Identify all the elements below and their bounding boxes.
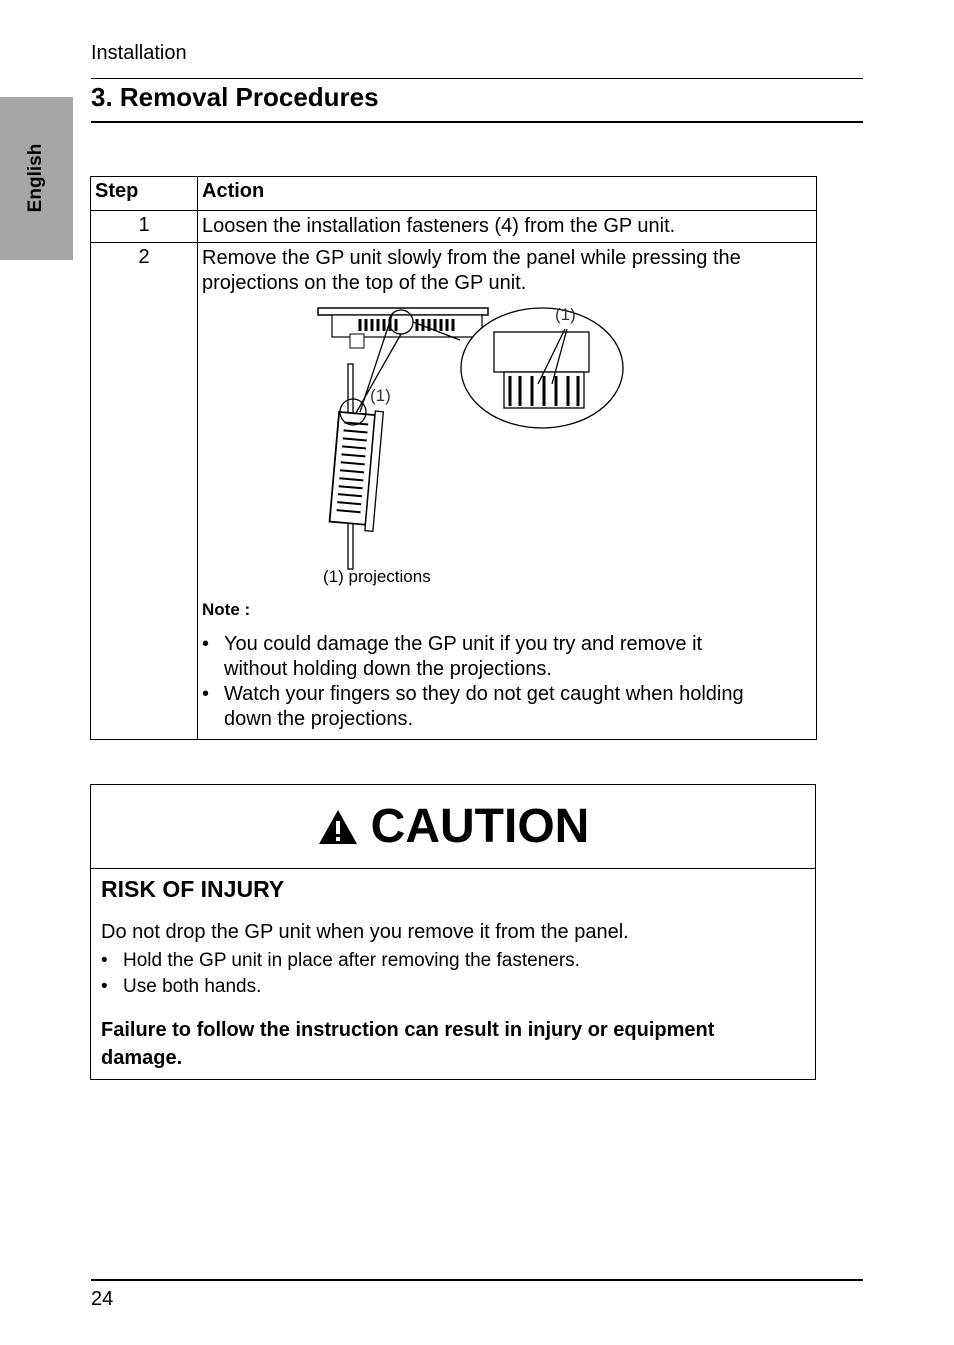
action-line: Loosen the installation fasteners (4) from the GP unit. xyxy=(202,215,676,237)
caution-text: Do not drop the GP unit when you remove it from the panel. xyxy=(101,921,629,943)
failure-line: Failure to follow the instruction can result in injury or equipment xyxy=(101,1019,715,1041)
note-line: You could damage the GP unit if you try and remove it xyxy=(224,633,703,655)
step-column-header: Step xyxy=(91,177,198,211)
figure-caption: (1) projections xyxy=(323,567,431,586)
steps-table xyxy=(90,176,817,740)
note-line: down the projections. xyxy=(224,708,414,730)
failure-line: damage. xyxy=(101,1047,183,1069)
failure-warning xyxy=(101,1016,805,1072)
list-item xyxy=(202,632,812,682)
note-line: without holding down the projections. xyxy=(224,658,552,680)
action-column-header: Action xyxy=(198,177,817,211)
language-tab xyxy=(0,97,73,260)
footer-rule xyxy=(91,1279,863,1281)
action-line: projections on the top of the GP unit. xyxy=(202,272,527,294)
table-row xyxy=(91,211,817,243)
step-action xyxy=(198,243,817,740)
callout-label-side: (1) xyxy=(370,386,391,405)
removal-diagram xyxy=(202,302,812,600)
action-line: Remove the GP unit slowly from the panel while pressing the xyxy=(202,247,741,269)
step-number: 1 xyxy=(91,211,198,243)
caution-box xyxy=(90,784,816,1080)
list-item: • Use both hands. xyxy=(101,974,805,1000)
page-title: 3. Removal Procedures xyxy=(91,82,379,112)
table-header-row xyxy=(91,177,817,211)
caution-list xyxy=(101,948,805,1000)
note-title: Note : xyxy=(202,600,251,619)
callout-label-top: (1) xyxy=(555,305,576,324)
note-list xyxy=(202,632,812,732)
caution-body xyxy=(91,869,815,1079)
section-header: Installation xyxy=(91,42,187,64)
removal-figure xyxy=(202,302,812,600)
list-item: • Hold the GP unit in place after removing the fasteners. xyxy=(101,948,805,974)
title-rule xyxy=(91,121,863,123)
risk-title: RISK OF INJURY xyxy=(101,876,285,902)
page-number: 24 xyxy=(91,1288,114,1310)
warning-triangle-icon xyxy=(317,808,359,846)
step-action xyxy=(198,211,817,243)
note-line: Watch your fingers so they do not get caught when holding xyxy=(224,683,744,705)
step-number: 2 xyxy=(91,243,198,740)
language-tab-label: English xyxy=(25,143,46,213)
table-row xyxy=(91,243,817,740)
header-rule xyxy=(91,78,863,79)
list-item xyxy=(202,682,812,732)
caution-header xyxy=(91,785,815,869)
caution-heading: CAUTION xyxy=(370,800,590,853)
